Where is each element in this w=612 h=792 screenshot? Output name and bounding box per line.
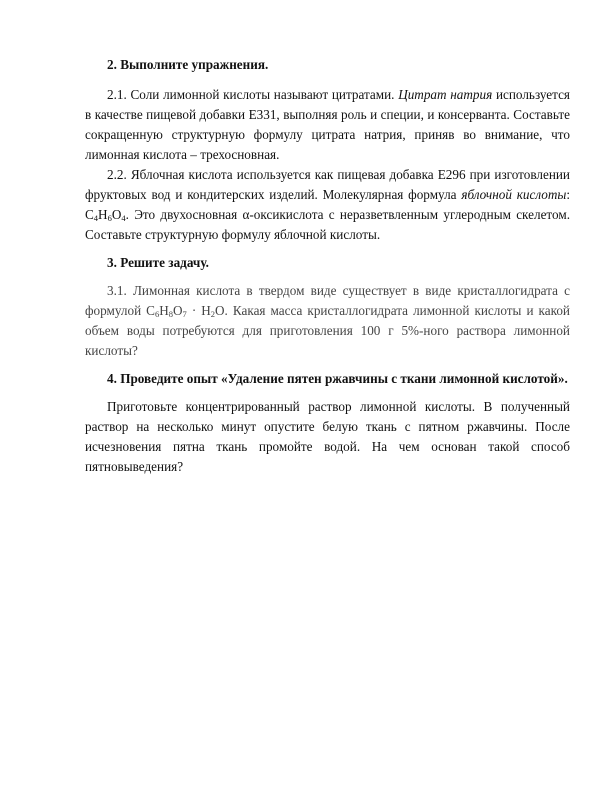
problem-3-1: 3.1. Лимонная кислота в твердом виде существует в виде кристаллогидрата с формулой $C_6H_8O_7 \cdot H_2O$. Какая масса кристаллогидрата лимонной кислоты и какой объем воды потребуются для приготовления 100 г 5%-ного раствора лимонной кислоты?: [85, 283, 570, 358]
exercise-2-2-italic: яблочной кислоты: [461, 187, 567, 202]
exercise-2-1-lead: 2.1. Соли лимонной кислоты называют цитратами.: [107, 87, 395, 102]
section-4-heading: 4. Проведите опыт «Удаление пятен ржавчины с ткани лимонной кислотой».: [107, 371, 568, 386]
exercise-2-1-rest: используется в качестве пищевой добавки Е331, выполняя роль и специи, и консерванта. Составьте сокращенную структурную формулу цитрата натрия, приняв во внимание, что лимонная кислота – трехосновная.: [85, 87, 570, 162]
malic-formula: : $C_4H_6O_4$: [85, 187, 570, 223]
exercise-2-2-rest: . Это двухосновная α-оксикислота с неразветвленным углеродным скелетом. Составьте структурную формулу яблочной кислоты.: [85, 207, 570, 242]
exercise-2-1: [85, 85, 570, 165]
section-2-heading: 2. Выполните упражнения.: [107, 57, 269, 72]
exercise-2-2-lead: 2.2. Яблочная кислота используется как пищевая добавка Е296 при изготовлении фруктовых вод и кондитерских изделий. Молекулярная формула: [85, 167, 570, 202]
exercise-2-2: [85, 165, 570, 245]
experiment-text: Приготовьте концентрированный раствор лимонной кислоты. В полученный раствор на несколько минут опустите белую ткань с пятном ржавчины. После исчезновения пятна ткань промойте водой. На чем основан такой способ пятновыведения?: [85, 399, 570, 474]
exercise-2-1-italic: Цитрат натрия: [398, 87, 493, 102]
section-3-heading: 3. Решите задачу.: [107, 255, 209, 270]
document-body: [85, 55, 570, 477]
